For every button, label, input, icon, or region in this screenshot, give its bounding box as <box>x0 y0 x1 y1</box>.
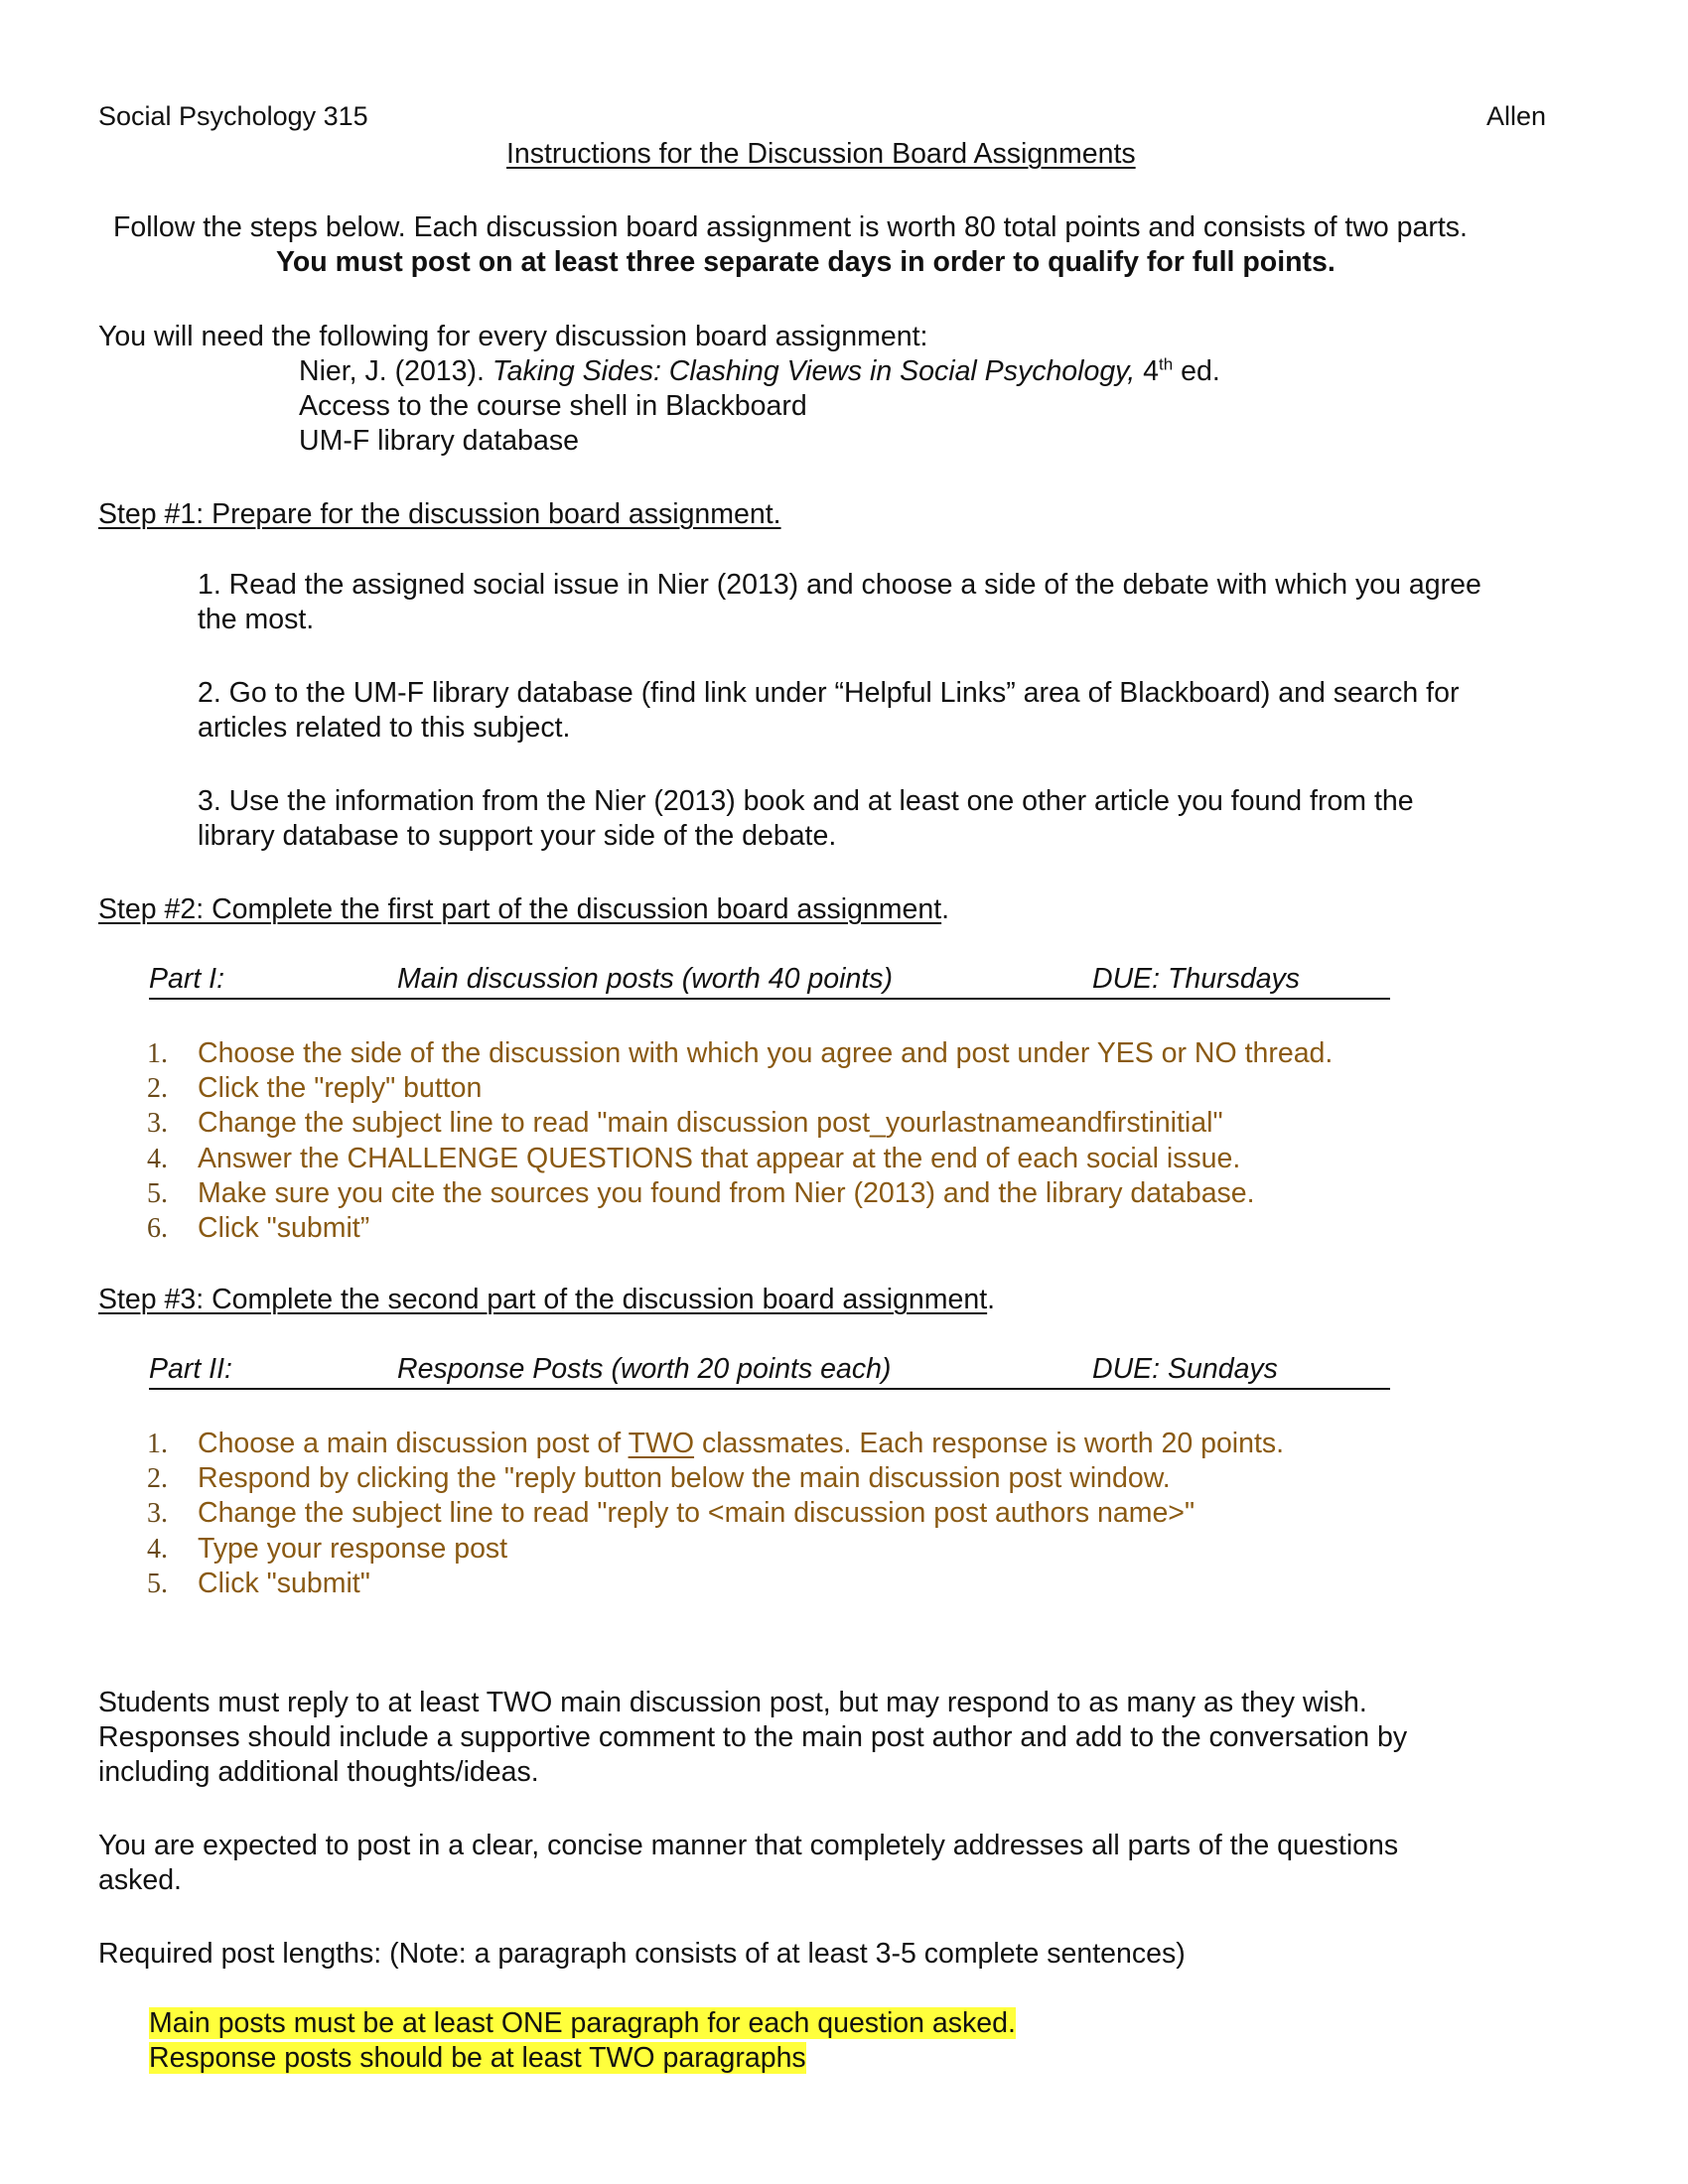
step1-item: 2. Go to the UM-F library database (find link under “Helpful Links” area of Blackboard) and search for <box>198 677 1460 709</box>
needs-lead: You will need the following for every discussion board assignment: <box>98 321 928 352</box>
step1-item: the most. <box>198 604 315 635</box>
post-lengths: Required post lengths: (Note: a paragraph consists of at least 3-5 complete sentences) <box>98 1938 1186 1970</box>
closing-para1: Responses should include a supportive comment to the main post author and add to the conversation by <box>98 1721 1408 1753</box>
book-edition: 4 <box>1135 355 1160 387</box>
step1-item: articles related to this subject. <box>198 712 571 744</box>
needs-item: UM-F library database <box>299 425 579 457</box>
part2-due: DUE: Sundays <box>1092 1353 1278 1385</box>
part2-label: Part II: <box>149 1353 232 1385</box>
closing-para1: Students must reply to at least TWO main discussion post, but may respond to as many as they wish. <box>98 1687 1367 1718</box>
closing-para2: asked. <box>98 1864 182 1896</box>
part1-label: Part I: <box>149 963 225 995</box>
intro-bold-line: You must post on at least three separate days in order to qualify for full points. <box>276 246 1336 278</box>
closing-para2: You are expected to post in a clear, concise manner that completely addresses all parts of the questions <box>98 1830 1399 1861</box>
step1-item: 1. Read the assigned social issue in Nier (2013) and choose a side of the debate with which you agree <box>198 569 1481 601</box>
step1-item: 3. Use the information from the Nier (2013) book and at least one other article you found from the <box>198 785 1414 817</box>
step1-heading: Step #1: Prepare for the discussion board assignment. <box>98 498 781 530</box>
page-title: Instructions for the Discussion Board Assignments <box>506 138 1136 170</box>
author-name: Allen <box>1486 101 1547 131</box>
part2-desc: Response Posts (worth 20 points each) <box>397 1353 892 1385</box>
book-edition-sup: th <box>1159 354 1174 374</box>
part2-bar <box>149 1353 1390 1390</box>
book-author: Nier, J. (2013). <box>299 355 492 387</box>
book-title: Taking Sides: Clashing Views in Social Psychology, <box>492 355 1136 387</box>
step3-heading: Step #3: Complete the second part of the discussion board assignment. <box>98 1284 996 1315</box>
intro-line: Follow the steps below. Each discussion board assignment is worth 80 total points and consists of two parts. <box>113 211 1468 243</box>
part1-bar <box>149 963 1390 1000</box>
part1-desc: Main discussion posts (worth 40 points) <box>397 963 893 995</box>
needs-book <box>299 354 1220 389</box>
course-name: Social Psychology 315 <box>98 101 368 131</box>
step1-item: library database to support your side of the debate. <box>198 820 837 852</box>
document-page: Social Psychology 315 Allen Instructions for the Discussion Board Assignments Follow the steps below. Each discussion board assignment is worth 80 total points and consists of two parts. You must post on at least three separate days in order to qualify for full points. You will need the following for every discussion board assignment: Nier, J. (2013). Taking Sides: Clashing Views in Social Psychology, 4th ed. Access to the course shell in Blackboard UM-F library database Step #1: Prepare for the discussion board assignment. 1. Read the assigned social issue in Nier (2013) and choose a side of the debate with which you agree the most. 2. Go to the UM-F library database (find link under “Helpful Links” area of Blackboard) and search for articles related to this subject. 3. Use the information from the Nier (2013) book and at least one other article you found from the library database to support your side of the debate. Step #2: Complete the first part of the discussion board assignment. Part I: Main discussion posts (worth 40 points) DUE: Thursdays 1. Choose the side of the discussion with which you agree and post under YES or NO thread. 2. Click the "reply" button 3. Change the subject line to read "main discussion post_yourlastnameandfirstinitial" 4. Answer the CHALLENGE QUESTIONS that appear at the end of each social issue. 5. Make sure you cite the sources you found from Nier (2013) and the library database. 6. Click "submit” Step #3: Complete the second part of the discussion board assignment. Part II: Response Posts (worth 20 points each) DUE: Sundays 1. Choose a main discussion post of TWO classmates. Each response is worth 20 points. 2. Respond by clicking the "reply button below the main discussion post window. 3. Change the subject line to read "reply to <main discussion post authors name>" 4. Type your response post 5. Click "submit" Students must reply to at least TWO main discussion post, but may respond to as many as they wish. Responses should include a supportive comment to the main post author and add to the conversation by including additional thoughts/ideas. You are expected to post in a clear, concise manner that completely addresses all parts of the questions asked. Required post lengths: (Note: a paragraph consists of at least 3-5 complete sentences) Main posts must be at least ONE paragraph for each question asked. Response posts should be at least TWO paragraphs <box>98 101 1547 2074</box>
book-edition-tail: ed. <box>1173 355 1220 387</box>
closing-para1: including additional thoughts/ideas. <box>98 1756 539 1788</box>
highlight-main-posts: Main posts must be at least ONE paragraph for each question asked. <box>149 2007 1016 2039</box>
step2-heading: Step #2: Complete the first part of the discussion board assignment. <box>98 893 950 925</box>
highlight-response-posts: Response posts should be at least TWO paragraphs <box>149 2042 806 2074</box>
part1-due: DUE: Thursdays <box>1092 963 1301 995</box>
needs-item: Access to the course shell in Blackboard <box>299 390 807 422</box>
